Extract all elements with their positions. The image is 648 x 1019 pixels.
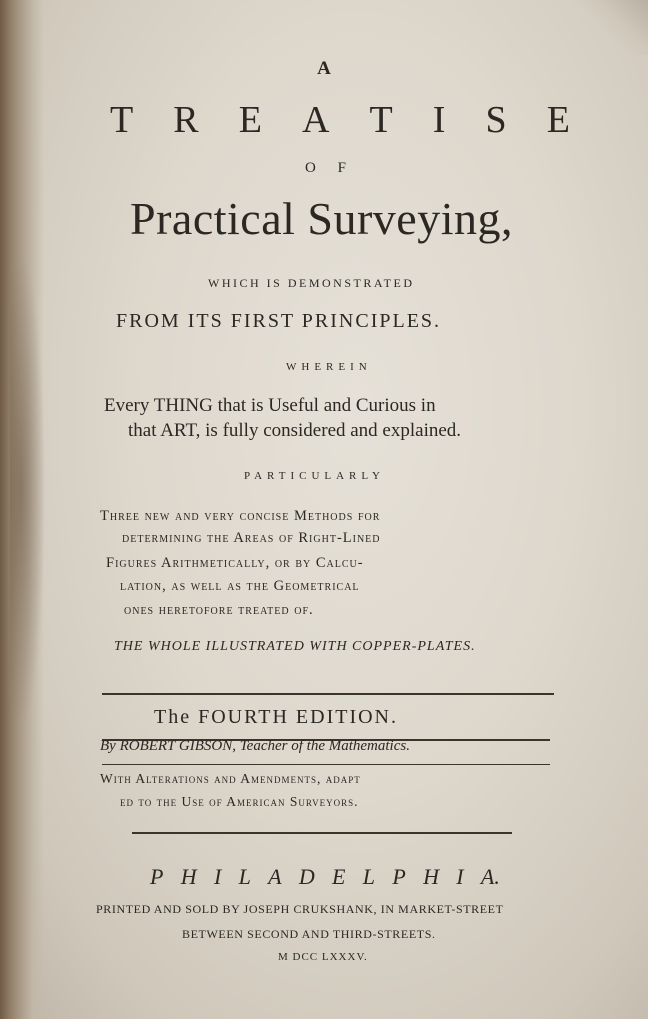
city-letter: I	[456, 864, 464, 889]
imprint-city	[150, 864, 500, 890]
divider-rule	[132, 832, 512, 834]
methods-line-5: ones heretofore treated of.	[124, 602, 314, 618]
treatise-letter: E	[238, 99, 262, 141]
divider-rule	[102, 764, 550, 765]
city-letter: P	[392, 864, 406, 889]
city-letter: E	[332, 864, 346, 889]
city-letter: L	[362, 864, 376, 889]
title-treatise	[110, 98, 570, 142]
city-letter: P	[150, 864, 164, 889]
alterations-line-1: With Alterations and Amendments, adapt	[100, 771, 361, 786]
imprint-year: M DCC LXXXV.	[278, 951, 368, 963]
treatise-letter: T	[110, 99, 134, 141]
description-line-1: Every THING that is Useful and Curious in	[104, 395, 436, 416]
title-article: A	[317, 58, 331, 79]
treatise-letter: T	[369, 99, 393, 141]
edition: The FOURTH EDITION.	[154, 706, 398, 728]
subtitle-wherein: WHEREIN	[286, 361, 372, 373]
printer-line-2: BETWEEN SECOND AND THIRD-STREETS.	[182, 927, 436, 941]
treatise-letter: A	[301, 99, 330, 141]
methods-line-2: determining the Areas of Right-Lined	[122, 530, 381, 546]
subtitle-particularly: PARTICULARLY	[244, 470, 385, 482]
city-letter: A	[268, 864, 282, 889]
folded-corner	[578, 0, 648, 55]
city-letter: I	[213, 864, 222, 889]
alterations-line-2: ed to the Use of American Surveyors.	[120, 794, 359, 809]
page-stain	[10, 250, 46, 730]
illustrated-note: THE WHOLE ILLUSTRATED WITH COPPER-PLATES.	[114, 639, 476, 654]
subtitle-which: WHICH IS DEMONSTRATED	[208, 276, 415, 290]
title-of: O F	[305, 160, 355, 176]
treatise-letter: S	[485, 99, 507, 141]
city-letter: H	[180, 864, 197, 889]
description-line-2: that ART, is fully considered and explained.	[128, 420, 462, 441]
methods-line-3: Figures Arithmetically, or by Calcu-	[106, 555, 364, 571]
treatise-letter: R	[173, 99, 199, 141]
treatise-letter: I	[432, 99, 446, 141]
treatise-letter: E	[546, 99, 570, 141]
author-byline: By ROBERT GIBSON, Teacher of the Mathematics.	[100, 738, 410, 754]
subtitle-principles: FROM ITS FIRST PRINCIPLES.	[116, 310, 442, 332]
methods-line-4: lation, as well as the Geometrical	[120, 578, 360, 594]
main-title: Practical Surveying,	[130, 193, 514, 244]
city-letter: L	[238, 864, 251, 889]
city-letter: H	[423, 864, 439, 889]
city-letter: A.	[480, 864, 500, 889]
printer-line-1: PRINTED AND SOLD BY JOSEPH CRUKSHANK, IN MARKET-STREET	[96, 902, 504, 916]
divider-rule	[102, 693, 554, 695]
methods-line-1: Three new and very concise Methods for	[100, 508, 381, 524]
city-letter: D	[298, 864, 315, 889]
